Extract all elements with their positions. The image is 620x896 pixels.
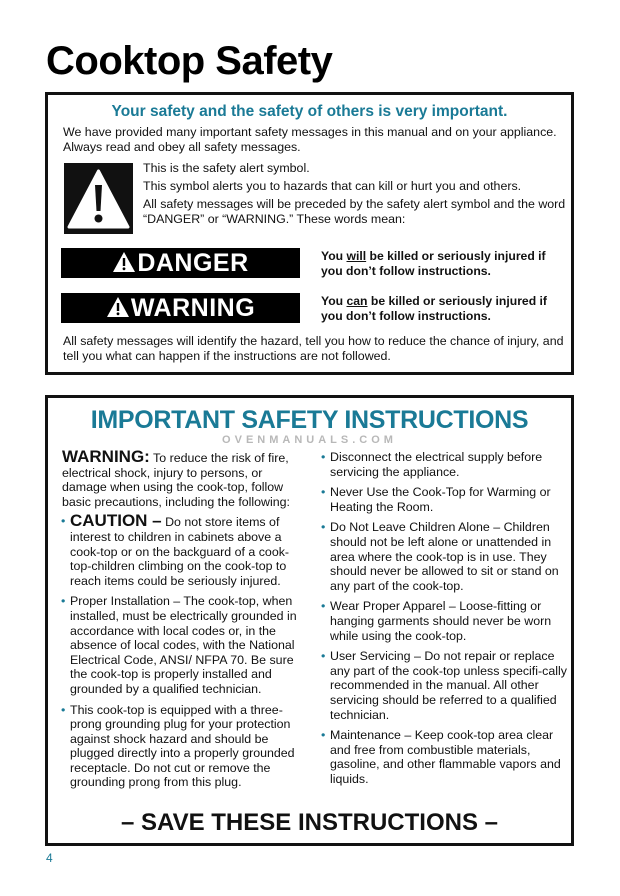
safety-intro: We have provided many important safety messages in this manual and on your appliance. Always read and obey all safety messages. (63, 125, 557, 154)
caution-text: Do not store items of interest to children in cabinets above a cook-top or on the backguard of a cook-top-children climbing on the cook-top to reach items could be seriously injured. (70, 515, 290, 588)
warning-lead (62, 447, 310, 509)
page-title: Cooktop Safety (46, 39, 333, 83)
warning-triangle-icon (64, 163, 133, 234)
safety-tagline: Your safety and the safety of others is very important. (111, 103, 508, 120)
warning-meaning-post: be killed or seriously injured if you don’t follow instructions. (321, 294, 547, 323)
danger-label: DANGER (137, 249, 249, 277)
list-item: • This cook-top is equipped with a three-prong grounding plug for your protection against shock hazard and should be plugged directly into a properly grounded receptacle. Do not cut or remove the grounding prong from this plug. (62, 703, 310, 791)
list-item: • Wear Proper Apparel – Loose-fitting or hanging garments should never be worn while using the cook-top. (322, 599, 568, 643)
list-item: • Disconnect the electrical supply before servicing the appliance. (322, 450, 568, 479)
instructions-right-column (322, 450, 568, 792)
save-instructions-banner: – SAVE THESE INSTRUCTIONS – (121, 809, 498, 836)
alert-symbol-explanation (143, 161, 568, 230)
page-number: 4 (46, 851, 53, 865)
list-item: • Maintenance – Keep cook-top area clear and free from combustible materials, gasoline, and other flammable vapors and liquids. (322, 728, 568, 786)
warning-lead-text: To reduce the risk of fire, electrical shock, injury to persons, or damage when using the cook-top, follow basic precautions, including the following: (62, 451, 290, 509)
alert-line: All safety messages will be preceded by the safety alert symbol and the word “DANGER” or “WARNING.” These words mean: (143, 197, 566, 226)
warning-label: WARNING (130, 294, 256, 322)
list-item: • Proper Installation – The cook-top, when installed, must be electrically grounded in accordance with local codes or, in the absence of local codes, with the National Electrical Code, ANSI/ NFPA 70. Be sure the cook-top is properly installed and grounded by a qualified technician. (62, 594, 310, 696)
instructions-heading: IMPORTANT SAFETY INSTRUCTIONS (90, 406, 529, 434)
warning-meaning-emphasis: can (346, 294, 368, 308)
warning-signal-word (61, 293, 300, 323)
alert-line: This symbol alerts you to hazards that can kill or hurt you and others. (143, 179, 522, 193)
list-item: • Do Not Leave Children Alone – Children should not be left alone or unattended in area where the cook-top is in use. They should never be allowed to sit or stand on any part of the cook-top. (322, 520, 568, 593)
warning-meaning (321, 294, 566, 324)
warning-lead-label: WARNING: (62, 447, 150, 466)
list-item: • Never Use the Cook-Top for Warming or Heating the Room. (322, 485, 568, 514)
instructions-left-column (62, 447, 310, 796)
caution-label: CAUTION – (70, 511, 162, 531)
danger-meaning-emphasis: will (346, 249, 367, 263)
alert-line: This is the safety alert symbol. (143, 161, 310, 175)
danger-meaning-post: be killed or seriously injured if you don’t follow instructions. (321, 249, 546, 278)
warning-meaning-pre: You (321, 294, 347, 308)
list-item: • User Servicing – Do not repair or replace any part of the cook-top unless specifi-cally recommended in the manual. All other servicing should be referred to a qualified technician. (322, 649, 568, 722)
safety-outro: All safety messages will identify the hazard, tell you how to reduce the chance of injury, and tell you what can happen if the instructions are not followed. (63, 334, 564, 363)
warning-triangle-icon (112, 251, 136, 273)
danger-signal-word (61, 248, 300, 278)
list-item (62, 511, 310, 588)
danger-meaning-pre: You (321, 249, 347, 263)
important-instructions-box (45, 395, 574, 846)
danger-meaning (321, 249, 566, 279)
safety-messages-box (45, 92, 574, 375)
warning-triangle-icon (106, 296, 130, 318)
watermark: OVENMANUALS.COM (222, 434, 397, 446)
